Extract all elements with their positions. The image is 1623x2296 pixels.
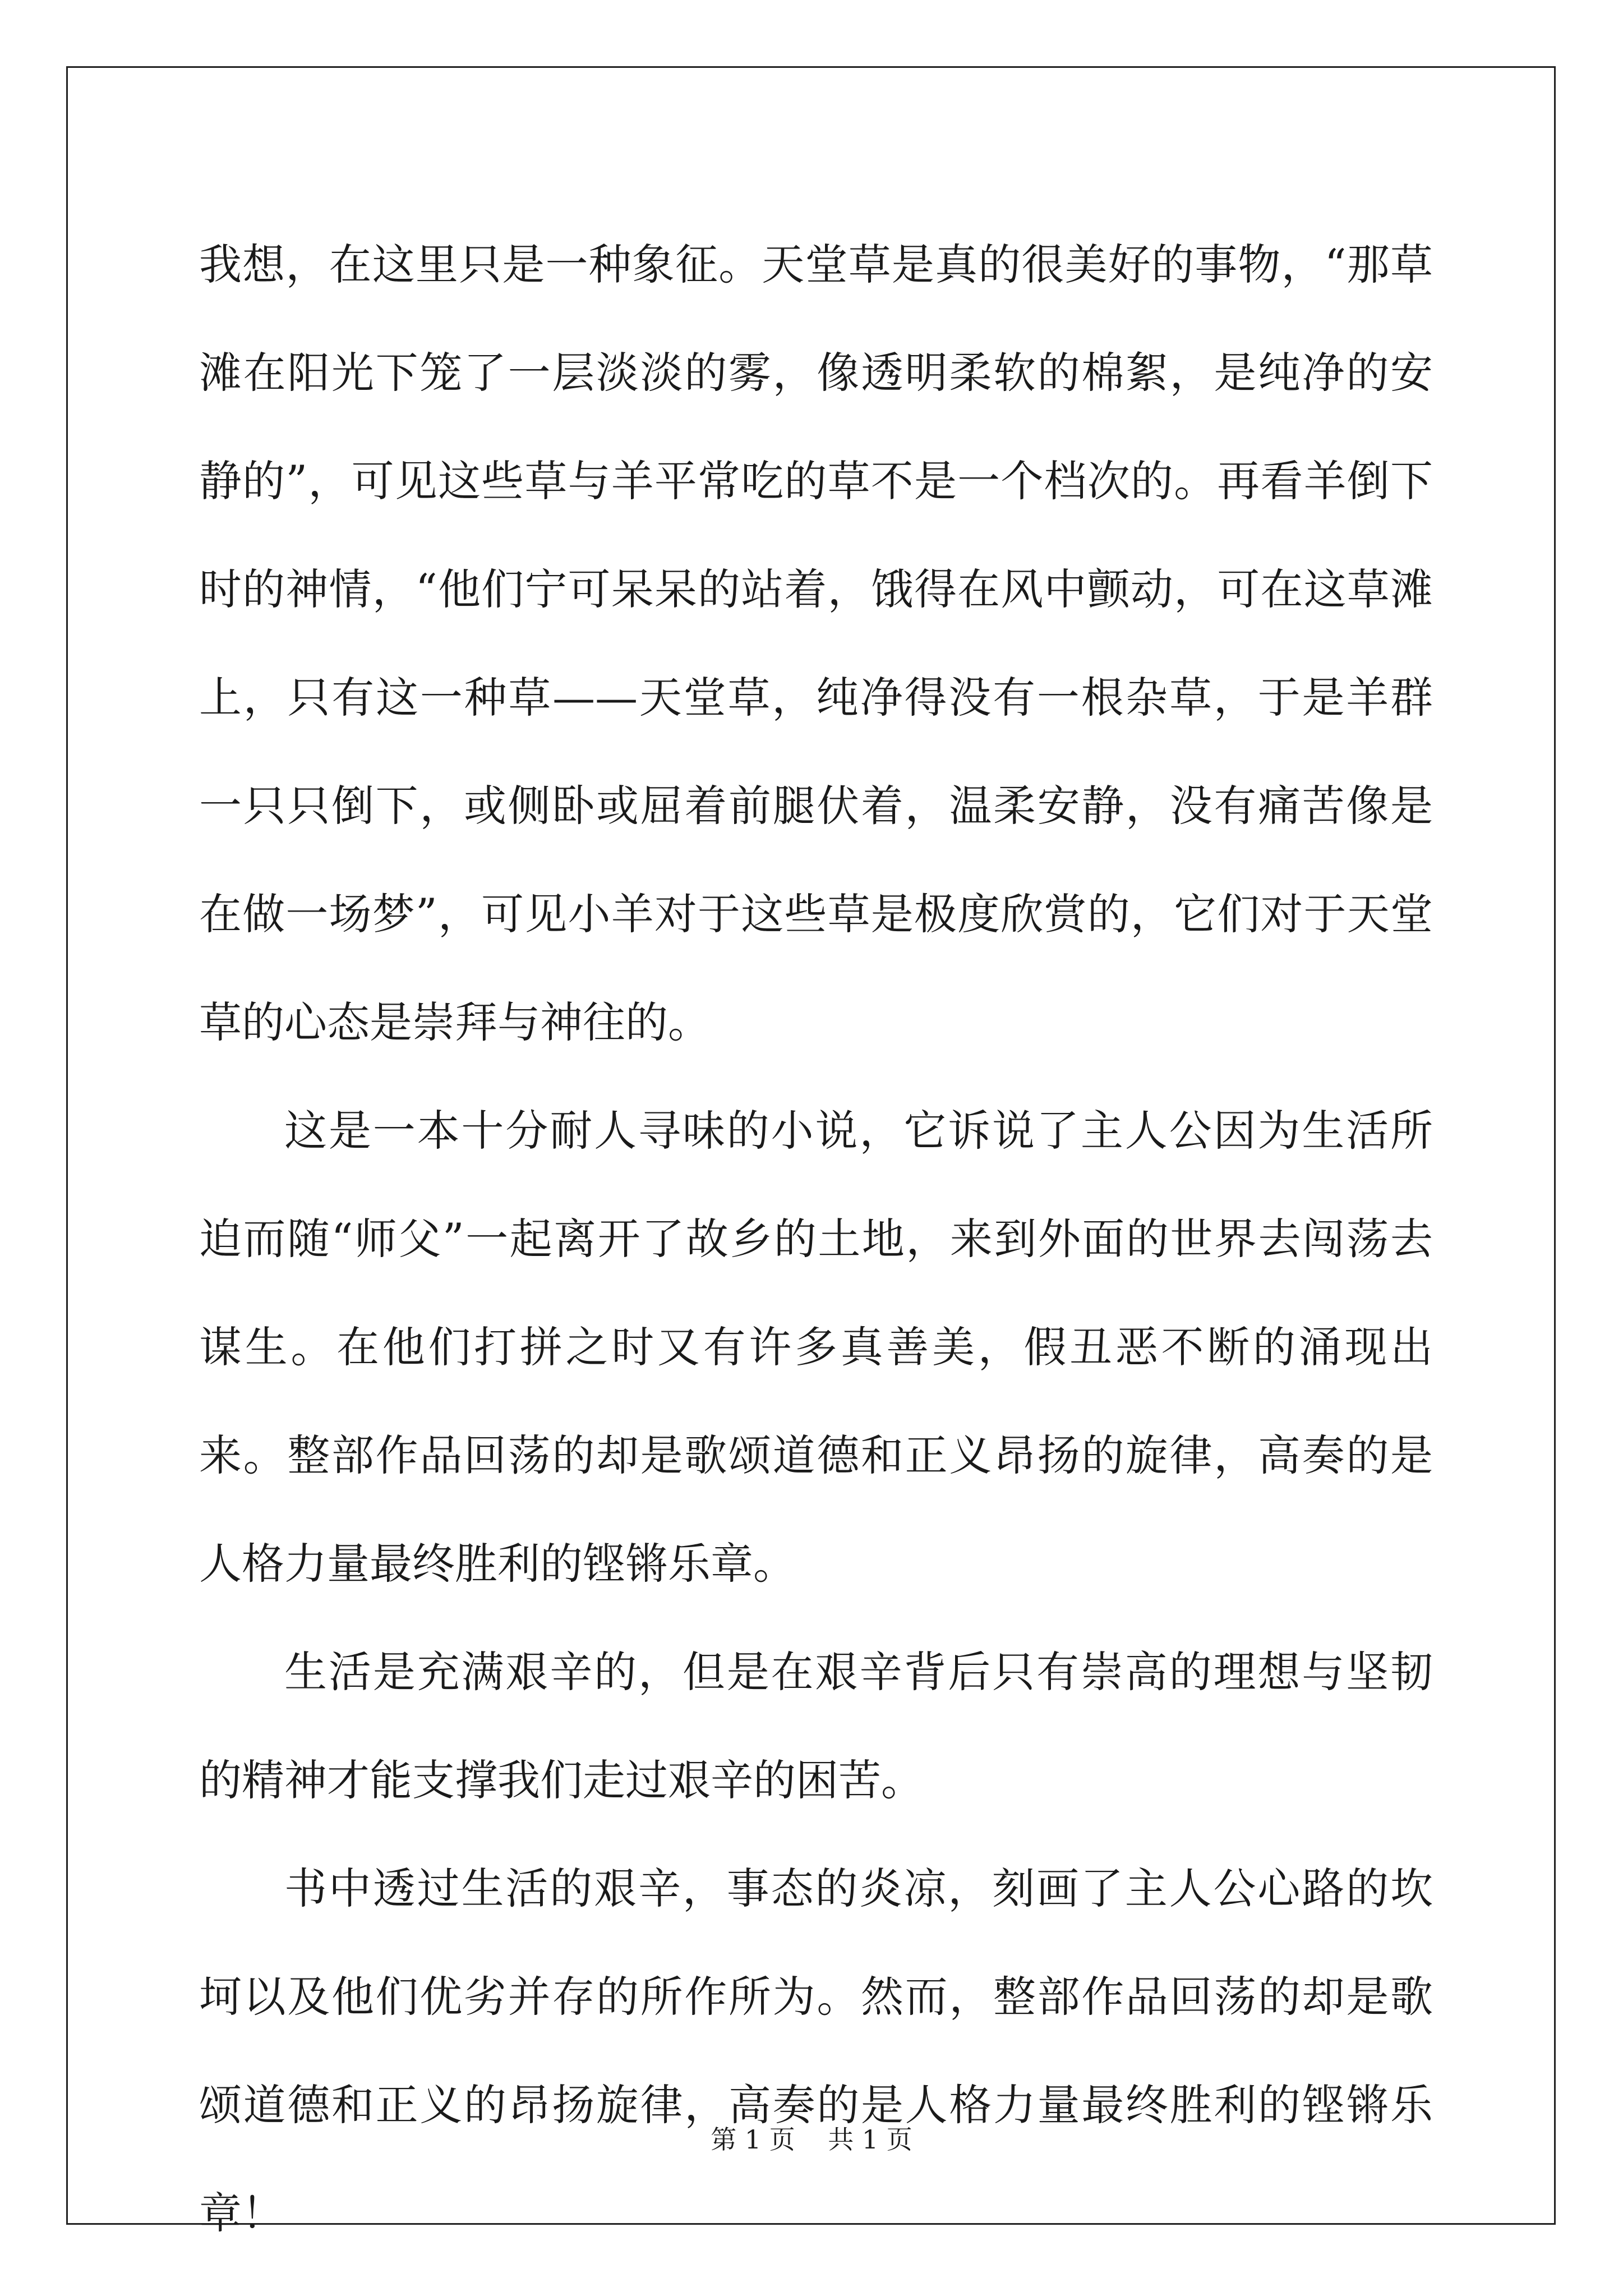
paragraph: 书中透过生活的艰辛，事态的炎凉，刻画了主人公心路的坎坷以及他们优劣并存的所作所为。然而，整部作品回荡的却是歌颂道德和正义的昂扬旋律，高奏的是人格力量最终胜利的铿锵乐章！ [199,1864,1433,2238]
paragraph: 我想，在这里只是一种象征。天堂草是真的很美好的事物，“那草滩在阳光下笼了一层淡淡的雾，像透明柔软的棉絮，是纯净的安静的”，可见这些草与羊平常吃的草不是一个档次的。再看羊倒下时的神情，“他们宁可呆呆的站着，饿得在风中颤动，可在这草滩上，只有这一种草——天堂草，纯净得没有一根杂草，于是羊群一只只倒下，或侧卧或屈着前腿伏着，温柔安静，没有痛苦像是在做一场梦”，可见小羊对于这些草是极度欣赏的，它们对于天堂草的心态是崇拜与神往的。 [199,240,1433,1047]
page-footer: 第 1 页 共 1 页 [711,2124,912,2155]
paragraph: 生活是充满艰辛的，但是在艰辛背后只有崇高的理想与坚韧的精神才能支撑我们走过艰辛的困苦。 [199,1647,1433,1805]
document-body [199,210,1433,2267]
paragraph: 这是一本十分耐人寻味的小说，它诉说了主人公因为生活所迫而随“师父”一起离开了故乡的土地，来到外面的世界去闯荡去谋生。在他们打拼之时又有许多真善美，假丑恶不断的涌现出来。整部作品回荡的却是歌颂道德和正义昂扬的旋律，高奏的是人格力量最终胜利的铿锵乐章。 [199,1106,1433,1589]
